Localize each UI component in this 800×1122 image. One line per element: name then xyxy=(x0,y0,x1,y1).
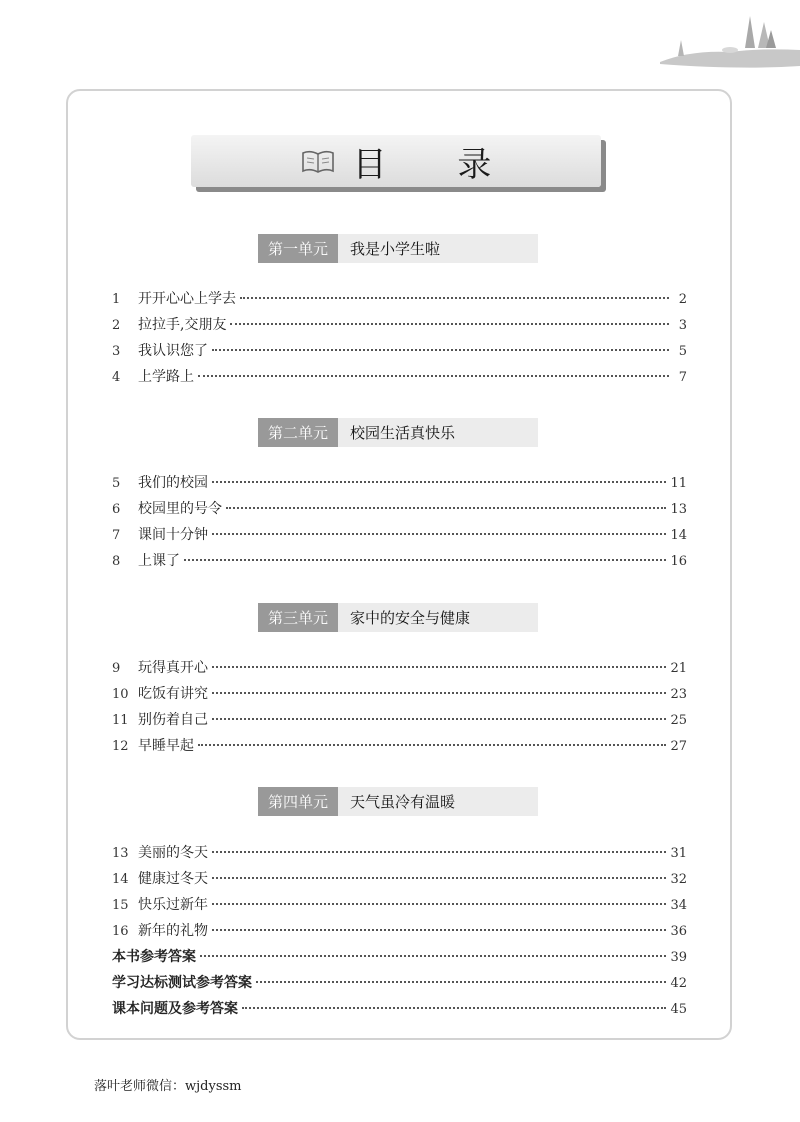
entry-number: 7 xyxy=(112,528,121,543)
toc-entry[interactable] xyxy=(112,366,687,388)
entry-page: 11 xyxy=(670,476,687,491)
entry-label: 学习达标测试参考答案 xyxy=(112,975,252,991)
unit-name: 我是小学生啦 xyxy=(350,240,441,258)
toc-entry[interactable] xyxy=(112,683,687,705)
toc-entry[interactable] xyxy=(112,524,687,546)
entry-number: 13 xyxy=(112,846,129,861)
leader-dots xyxy=(198,374,669,377)
leader-dots xyxy=(212,717,666,720)
unit-name: 天气虽冷有温暖 xyxy=(350,793,456,811)
entry-label: 别伤着自己 xyxy=(138,712,208,728)
leader-dots xyxy=(212,902,666,905)
toc-appendix-entry[interactable] xyxy=(112,972,687,994)
toc-entry[interactable] xyxy=(112,735,687,757)
leader-dots xyxy=(212,665,666,668)
toc-entry[interactable] xyxy=(112,288,687,310)
entry-number: 1 xyxy=(112,292,121,307)
entry-number: 2 xyxy=(112,318,121,333)
entry-number: 12 xyxy=(112,739,129,754)
toc-entry[interactable] xyxy=(112,920,687,942)
toc-entry[interactable] xyxy=(112,894,687,916)
entry-number: 15 xyxy=(112,898,129,913)
entry-page: 27 xyxy=(670,739,687,754)
unit-header-2 xyxy=(258,418,538,447)
entry-page: 39 xyxy=(670,950,687,965)
book-icon xyxy=(301,149,335,173)
leader-dots xyxy=(242,1006,666,1009)
entry-label: 玩得真开心 xyxy=(138,660,208,676)
toc-entry[interactable] xyxy=(112,550,687,572)
toc-entry[interactable] xyxy=(112,657,687,679)
leader-dots xyxy=(256,980,666,983)
leader-dots xyxy=(184,558,666,561)
entry-label: 课本问题及参考答案 xyxy=(112,1001,238,1017)
entry-label: 上课了 xyxy=(138,553,180,569)
entry-number: 3 xyxy=(112,344,121,359)
entry-label: 开开心心上学去 xyxy=(138,291,236,307)
leader-dots xyxy=(240,296,669,299)
page-title: 目 录 xyxy=(352,144,522,185)
entry-label: 校园里的号令 xyxy=(138,501,222,517)
entry-label: 新年的礼物 xyxy=(138,923,208,939)
entry-label: 美丽的冬天 xyxy=(138,845,208,861)
entry-label: 上学路上 xyxy=(138,369,194,385)
toc-appendix-entry[interactable] xyxy=(112,998,687,1020)
entry-number: 11 xyxy=(112,713,129,728)
entry-label: 我认识您了 xyxy=(138,343,208,359)
entry-page: 5 xyxy=(678,344,687,359)
entry-number: 8 xyxy=(112,554,121,569)
toc-entry[interactable] xyxy=(112,709,687,731)
unit-tag: 第一单元 xyxy=(258,234,338,263)
entry-page: 32 xyxy=(670,872,687,887)
leader-dots xyxy=(212,850,666,853)
unit-tag: 第二单元 xyxy=(258,418,338,447)
toc-entry[interactable] xyxy=(112,340,687,362)
entry-page: 25 xyxy=(670,713,687,728)
entry-label: 快乐过新年 xyxy=(138,897,208,913)
entry-number: 6 xyxy=(112,502,121,517)
entry-page: 16 xyxy=(670,554,687,569)
toc-entry[interactable] xyxy=(112,842,687,864)
entry-page: 14 xyxy=(670,528,687,543)
entry-label: 健康过冬天 xyxy=(138,871,208,887)
entry-page: 21 xyxy=(670,661,687,676)
title-banner xyxy=(191,135,601,187)
entry-number: 14 xyxy=(112,872,129,887)
unit-tag: 第三单元 xyxy=(258,603,338,632)
leader-dots xyxy=(212,348,669,351)
entry-page: 45 xyxy=(670,1002,687,1017)
leader-dots xyxy=(200,954,666,957)
leader-dots xyxy=(212,691,666,694)
entry-label: 本书参考答案 xyxy=(112,949,196,965)
entry-page: 3 xyxy=(678,318,687,333)
entry-label: 课间十分钟 xyxy=(138,527,208,543)
unit-name: 家中的安全与健康 xyxy=(350,609,471,627)
toc-entry[interactable] xyxy=(112,498,687,520)
unit-header-1 xyxy=(258,234,538,263)
leader-dots xyxy=(226,506,666,509)
toc-entry[interactable] xyxy=(112,472,687,494)
entry-page: 13 xyxy=(670,502,687,517)
unit-tag: 第四单元 xyxy=(258,787,338,816)
leader-dots xyxy=(212,532,666,535)
entry-page: 31 xyxy=(670,846,687,861)
entry-page: 42 xyxy=(670,976,687,991)
entry-page: 2 xyxy=(678,292,687,307)
entry-label: 早睡早起 xyxy=(138,738,194,754)
entry-label: 拉拉手,交朋友 xyxy=(138,317,227,333)
unit-header-4 xyxy=(258,787,538,816)
leader-dots xyxy=(198,743,666,746)
entry-number: 5 xyxy=(112,476,121,491)
entry-page: 34 xyxy=(670,898,687,913)
entry-page: 23 xyxy=(670,687,687,702)
toc-entry[interactable] xyxy=(112,314,687,336)
leader-dots xyxy=(212,480,666,483)
leader-dots xyxy=(230,322,669,325)
toc-entry[interactable] xyxy=(112,868,687,890)
entry-number: 4 xyxy=(112,370,121,385)
entry-label: 吃饭有讲究 xyxy=(138,686,208,702)
entry-number: 16 xyxy=(112,924,129,939)
entry-label: 我们的校园 xyxy=(138,475,208,491)
entry-number: 10 xyxy=(112,687,129,702)
unit-name: 校园生活真快乐 xyxy=(350,424,456,442)
entry-page: 7 xyxy=(678,370,687,385)
entry-page: 36 xyxy=(670,924,687,939)
unit-header-3 xyxy=(258,603,538,632)
entry-number: 9 xyxy=(112,661,121,676)
leader-dots xyxy=(212,876,666,879)
toc-appendix-entry[interactable] xyxy=(112,946,687,968)
footer-note: 落叶老师微信：wjdyssm xyxy=(94,1079,242,1094)
landscape-decoration xyxy=(650,0,800,80)
leader-dots xyxy=(212,928,666,931)
